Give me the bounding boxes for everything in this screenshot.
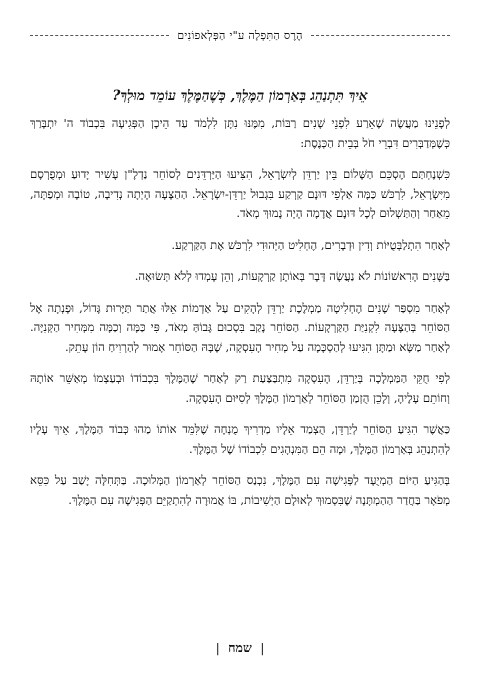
paragraph-5: לְאַחַר מִסְפַּר שָׁנִים הֶחְלִיטָה מַמְלֶכֶת יַרְדֵּן לְהָקִים עַל אַדְמוֹת אֵלּוּ אֲתַר תַּיָּרוּת גָּדוֹל, וּפָנְתָה אֶל הַסּוֹחֵר בְּהַצָּעָה לִקְנִיַּת הַקַּרְקָעוֹת. הַסּוֹחֵר נָקַב בִּסְכוּם גָּבוֹהַּ מְאֹד, פִּי כַּמָּה וְכַמָּה מִמְּחִיר הַקְּנִיָּה. לְאַחַר מַשָּׂא וּמַתָּן הִגִּיעוּ לְהַסְכָּמָה עַל מְחִיר הָעִסְקָה, שֶׁבָּהּ הַסּוֹחֵר אָמוּר לְהַרְוִיחַ הוֹן עָתֵק. xyxy=(30,300,450,354)
footer-bar-right: | xyxy=(260,640,265,655)
paragraph-3: לְאַחַר הִתְלַבְּטֻיּוֹת וְדִין וּדְבָרִים, הֶחְלִיט הַיְּהוּדִי לִרְכֹּשׁ אֶת הַקַּרְקַע. xyxy=(171,237,450,252)
running-header xyxy=(30,22,450,48)
paragraph-6: לְפִי חֻקֵּי הַמַּמְלָכָה בְּיַרְדֵּן, הָעִסְקָה מִתְבַּצַּעַת רַק לְאַחַר שֶׁהַמֶּלֶךְ בִּכְבוֹדוֹ וּבְעַצְמוֹ מְאַשֵּׁר אוֹתָהּ וְחוֹתֵם עָלֶיהָ, וְלָכֵן הֻזְמַן הַסּוֹחֵר לְאַרְמוֹן הַמֶּלֶךְ לְסִיּוּם הָעִסְקָה. xyxy=(30,371,450,405)
paragraph-2: כִּשְׁנֶחְתַּם הֶסְכֵּם הַשָּׁלוֹם בֵּין יַרְדֵּן לְיִשְׂרָאֵל, הִצִּיעוּ הַיַּרְדֵּנִים לְסוֹחֵר נַדְלָ"ן עָשִׁיר יָדוּעַ וּמְפֻרְסָם מִיִּשְׂרָאֵל, לִרְכֹּשׁ כַּמָּה אַלְפֵי דּוּנָם קַרְקַע בִּגְבוּל יַרְדֵּן-יִשְׂרָאֵל. הַהַצָּעָה הָיְתָה נְדִיבָה, טוֹבָה וּמְפַתָּה, מֵאַחַר וְהַתַּשְׁלוּם לְכָל דּוּנָם אֲדָמָה הָיָה נָמוּךְ מְאֹד. xyxy=(30,167,451,220)
paragraph-8: בְּהַגִּיעַ הַיּוֹם הַמְיֻעָד לַפְּגִישָׁה עִם הַמֶּלֶךְ, נִכְנַס הַסּוֹחֵר לְאַרְמוֹן הַמְּלוּכָה. בַּתְּחִלָּה יָשַׁב עַל כִּסֵּא מְפֹאָר בַּחֲדַר הַהַמְתָּנָה שֶׁבִּסְמוּךְ לְאוּלָם הַיְשִׁיבוֹת, בּוֹ אֲמוּרָה לְהִתְקַיֵּם הַפְּגִישָׁה עִם הַמֶּלֶךְ. xyxy=(30,473,450,507)
section-heading: אֵיךְ תִּתְנַהֵג בְּאַרְמוֹן הַמֶּלֶךְ, כְּשֶׁהַמֶּלֶךְ עוֹמֵד מוּלְךָ? xyxy=(112,88,368,104)
paragraph-7: כַּאֲשֶׁר הִגִּיעַ הַסּוֹחֵר לְיַרְדֵּן, הֻצְמַד אֵלָיו מַדְרִיךְ מֻנְחֶה שֶׁלִּמֵּד אוֹתוֹ מַהוּ כְּבוֹד הַמֶּלֶךְ, אֵיךְ עָלָיו לְהִתְנַהֵג בְּאַרְמוֹן הַמֶּלֶךְ, וּמָה הֵם הַמִּנְהָגִים לִכְבוֹדוֹ שֶׁל הַמֶּלֶךְ. xyxy=(30,422,450,456)
header-rule-left xyxy=(30,35,169,36)
header-rule-right xyxy=(311,35,450,36)
running-title: הֶרֶס הַתִּפְלָה ע"י הַפְּלְאפוֹנִים xyxy=(177,28,303,42)
paragraph-4: בַּשָּׁנִים הָרִאשׁוֹנוֹת לֹא נַעֲשָׂה דָּבָר בְּאוֹתָן קַרְקָעוֹת, וְהֵן עָמְדוּ לְלֹא תְּשׂוּאָה. xyxy=(134,269,450,283)
page-footer xyxy=(0,640,480,656)
page-number: שמח xyxy=(228,640,252,655)
paragraph-1: לְפָנֵינוּ מַעֲשֶׂה שֶׁאֵרַע לִפְנֵי שָׁנִים רַבּוֹת, מִמֶּנּוּ נִתָּן לִלְמֹד עַד הֵיכָן הַפְּגִיעָה בִּכְבוֹד ה' יִתְבָּרַךְ כְּשֶׁמְּדַבְּרִים דִּבְרֵי חֹל בְּבֵית הַכְּנֶסֶת: xyxy=(30,116,450,150)
footer-bar-left: | xyxy=(215,640,220,655)
